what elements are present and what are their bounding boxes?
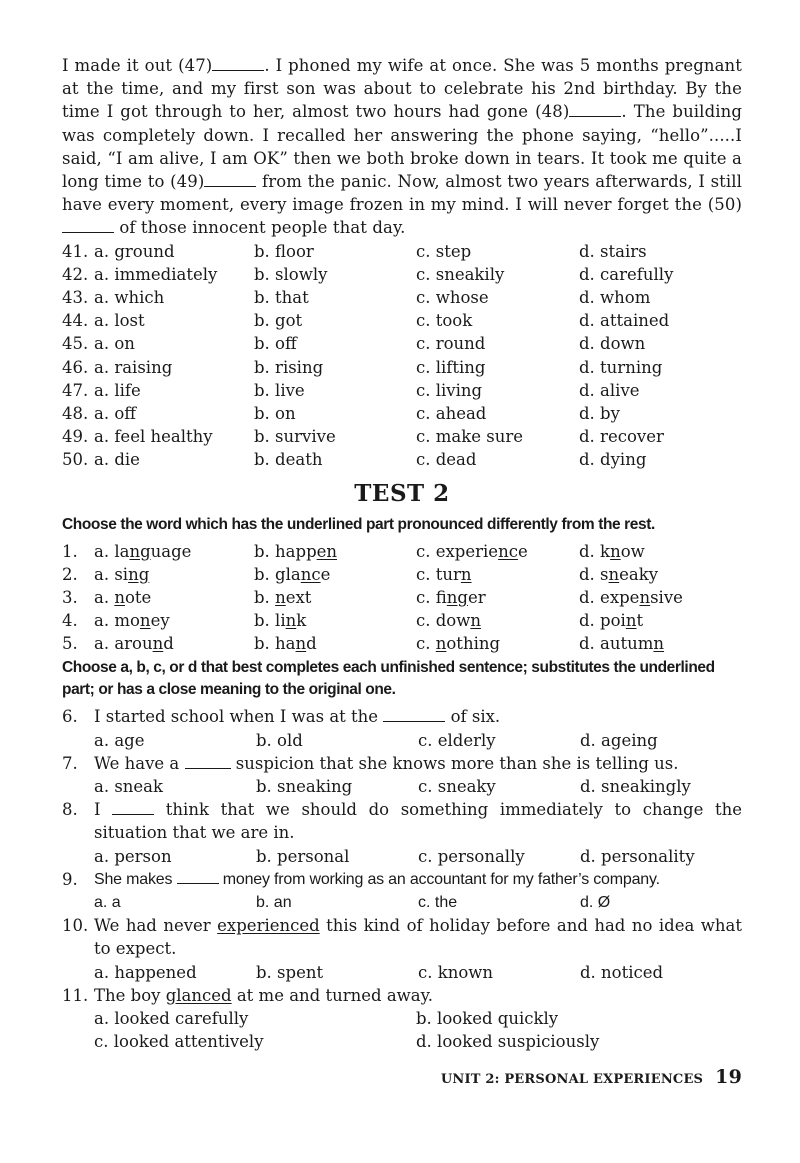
- underlined-part: n: [470, 611, 481, 631]
- underlined-part: glanced: [165, 985, 232, 1005]
- option-a: a. life: [94, 380, 141, 400]
- word-part: d. expe: [579, 587, 640, 607]
- option-b: b. personal: [256, 846, 350, 866]
- unit-label: UNIT 2: PERSONAL EXPERIENCES: [440, 1072, 704, 1087]
- pronunciation-row: [62, 632, 742, 655]
- question-text-part: I started school when I was at the: [94, 707, 384, 727]
- word-part: othing: [446, 634, 501, 654]
- question-text: [94, 868, 742, 891]
- question-number: 9.: [62, 869, 78, 889]
- word-part: ey: [150, 611, 170, 631]
- option-b: b. looked quickly: [416, 1009, 559, 1028]
- option-a: [94, 586, 254, 609]
- question-number: 7.: [62, 753, 78, 773]
- option-a: a. die: [94, 450, 140, 470]
- instruction-pronunciation: Choose the word which has the underlined part pronounced differently from the rest.: [62, 515, 655, 533]
- word-part: d. s: [579, 564, 609, 584]
- underlined-part: ng: [129, 541, 151, 561]
- option-c: [416, 563, 579, 586]
- page-footer: [441, 1066, 742, 1088]
- option-d: d. looked suspiciously: [416, 1032, 600, 1052]
- option-c: c. round: [416, 334, 486, 354]
- word-part: e: [320, 564, 331, 584]
- option-d: d. stairs: [579, 241, 647, 261]
- word-part: uage: [150, 541, 192, 561]
- question-text: [94, 798, 742, 844]
- word-part: a. la: [94, 541, 130, 561]
- question-text: [94, 914, 742, 960]
- option-b: b. death: [254, 450, 323, 470]
- options-row: [62, 1007, 742, 1030]
- option-d: d. attained: [579, 311, 670, 331]
- word-part: d: [306, 634, 317, 654]
- option-b: [254, 586, 416, 609]
- option-a: [94, 609, 254, 632]
- question-number: 5.: [62, 634, 78, 654]
- question-number: 42.: [62, 264, 89, 284]
- word-part: t: [636, 611, 644, 631]
- instruction-completion: Choose a, b, c, or d that best completes each unfinished sentence; substitutes the underlined part; or has a close meaning to the original one.: [62, 659, 715, 699]
- word-part: d: [163, 634, 174, 654]
- question-row: [62, 425, 742, 448]
- question-number: 41.: [62, 241, 89, 261]
- question-text: [94, 984, 742, 1007]
- question-text: [94, 752, 742, 775]
- option-a: a. immediately: [94, 264, 218, 284]
- word-part: k: [296, 611, 307, 631]
- word-part: d. k: [579, 541, 611, 561]
- option-c: c. personally: [418, 846, 525, 866]
- option-b: b. off: [254, 334, 297, 354]
- passage-text: . The building was completely down. I recalled her answering the phone saying, “hello”.....I said, “I am alive, I am OK” then we both broke down in tears. It took me quite a long time to (49): [62, 102, 742, 192]
- word-part: a.: [94, 587, 115, 607]
- option-d: d. sneakingly: [580, 777, 691, 797]
- passage-text: of those innocent people that day.: [114, 218, 406, 238]
- option-c: c. lifting: [416, 357, 486, 377]
- option-c: c. step: [416, 241, 472, 261]
- option-c: c. sneakily: [416, 264, 505, 284]
- word-part: c. dow: [416, 611, 471, 631]
- question-row: [62, 309, 742, 332]
- underlined-part: n: [608, 564, 620, 584]
- question-text-part: I: [94, 800, 113, 820]
- question-text-part: this kind of holiday before and had no idea what to expect.: [94, 916, 742, 959]
- answer-blank: [62, 218, 114, 233]
- options-row: [62, 775, 742, 798]
- passage-text: from the panic. Now, almost two years afterwards, I still have every moment, every image frozen in my mind. I will never forget the (50): [62, 172, 742, 215]
- option-c: c. make sure: [416, 427, 523, 447]
- option-d: d. ageing: [580, 730, 658, 750]
- question-number: 3.: [62, 587, 78, 607]
- question-row: [62, 263, 742, 286]
- word-part: a. arou: [94, 634, 153, 654]
- option-c: [416, 540, 579, 563]
- option-d: d. by: [579, 403, 620, 423]
- passage-text: . I phoned my wife at once. She was 5 months pregnant at the time, and my first son was about to celebrate his 2nd birthday. By the time I got through to her, almost two hours had gone (48): [62, 56, 743, 122]
- option-c: c. dead: [416, 450, 477, 470]
- question-number: 1.: [62, 541, 78, 561]
- question-number: 4.: [62, 611, 78, 631]
- word-part: d. autum: [579, 634, 654, 654]
- option-a: a. sneak: [94, 777, 164, 797]
- question-row: [62, 379, 742, 402]
- word-part: b. li: [254, 611, 286, 631]
- option-a: [94, 540, 254, 563]
- option-c: c. whose: [416, 288, 489, 307]
- question-number: 11.: [62, 985, 89, 1005]
- question-row: [62, 356, 742, 379]
- option-b: b. spent: [256, 962, 324, 982]
- option-b: [254, 563, 416, 586]
- pronunciation-questions: [62, 540, 742, 656]
- word-part: c.: [416, 634, 436, 654]
- word-part: d. poi: [579, 611, 626, 631]
- pronunciation-row: [62, 563, 742, 586]
- word-part: eaky: [619, 564, 659, 584]
- option-c: c. sneaky: [418, 777, 496, 797]
- underlined-part: n: [610, 541, 621, 561]
- option-b: b. survive: [254, 427, 336, 447]
- reading-passage: [62, 54, 742, 240]
- option-a: a. feel healthy: [94, 427, 213, 447]
- option-a: a. which: [94, 288, 165, 307]
- option-c: [416, 609, 579, 632]
- question-row: [62, 448, 742, 471]
- option-d: d. recover: [579, 427, 664, 447]
- question-q6: [62, 705, 742, 728]
- question-number: 10.: [62, 916, 89, 936]
- word-part: a. si: [94, 564, 129, 584]
- underlined-part: experienced: [217, 916, 320, 936]
- underlined-part: n: [639, 587, 651, 607]
- option-c: c. known: [418, 962, 494, 982]
- option-a: a. looked carefully: [94, 1009, 249, 1028]
- pronunciation-row: [62, 609, 742, 632]
- underlined-part: n: [114, 587, 125, 607]
- question-number: 43.: [62, 288, 89, 307]
- question-row: [62, 240, 742, 263]
- questions-41-50: [62, 240, 742, 472]
- options-row: [62, 845, 742, 868]
- answer-blank: [569, 102, 621, 117]
- question-row: [62, 332, 742, 355]
- question-text-part: at me and turned away.: [231, 985, 433, 1005]
- option-d: d. carefully: [579, 264, 674, 284]
- word-part: b. happ: [254, 541, 317, 561]
- option-b: b. that: [254, 288, 309, 307]
- underlined-part: n: [460, 564, 472, 584]
- options-row: [62, 729, 742, 752]
- option-b: b. slowly: [254, 264, 328, 284]
- underlined-part: n: [285, 611, 297, 631]
- question-number: 6.: [62, 707, 78, 727]
- option-a: a. a: [94, 894, 121, 912]
- options-row: [62, 1030, 742, 1053]
- question-text: [94, 705, 742, 728]
- option-c: [416, 632, 579, 655]
- question-q8: [62, 798, 742, 844]
- option-a: a. lost: [94, 311, 145, 331]
- option-a: [94, 632, 254, 655]
- word-part: ext: [285, 587, 312, 607]
- option-c: c. elderly: [418, 730, 496, 750]
- question-text-part: suspicion that she knows more than she is telling us.: [230, 753, 679, 773]
- option-d: [579, 609, 742, 632]
- underlined-part: n: [625, 611, 637, 631]
- question-text-part: She makes: [94, 870, 177, 888]
- question-row: [62, 402, 742, 425]
- word-part: b.: [254, 587, 276, 607]
- option-d: [579, 586, 742, 609]
- question-number: 47.: [62, 380, 89, 400]
- question-number: 45.: [62, 334, 89, 354]
- question-text-part: of six.: [445, 707, 501, 727]
- question-text-part: think that we should do something immediately to change the situation that we are in.: [94, 800, 743, 843]
- underlined-part: n: [295, 634, 307, 654]
- option-b: b. got: [254, 311, 303, 331]
- option-a: a. ground: [94, 241, 175, 261]
- word-part: c. fi: [416, 587, 447, 607]
- question-number: 8.: [62, 800, 78, 820]
- option-d: d. down: [579, 334, 646, 354]
- option-b: [254, 609, 416, 632]
- option-c: c. living: [416, 380, 483, 400]
- question-number: 46.: [62, 357, 89, 377]
- pronunciation-row: [62, 586, 742, 609]
- option-b: b. sneaking: [256, 777, 353, 797]
- option-d: d. noticed: [580, 962, 664, 982]
- option-c: c. ahead: [416, 403, 487, 423]
- word-part: er: [467, 587, 486, 607]
- underlined-part: n: [435, 634, 447, 654]
- word-part: ow: [620, 541, 645, 561]
- option-d: d. alive: [579, 380, 640, 400]
- question-q11: [62, 984, 742, 1007]
- word-part: b. ha: [254, 634, 296, 654]
- question-row: [62, 286, 742, 309]
- option-a: a. person: [94, 846, 172, 866]
- underlined-part: ng: [128, 564, 150, 584]
- option-b: b. old: [256, 730, 303, 750]
- answer-blank: [383, 707, 445, 722]
- word-part: e: [517, 541, 528, 561]
- option-d: d. whom: [579, 288, 651, 307]
- option-d: d. turning: [579, 357, 663, 377]
- answer-blank: [212, 56, 264, 71]
- underlined-part: n: [653, 634, 665, 654]
- page-content: [62, 54, 742, 1053]
- passage-text: I made it out (47): [62, 56, 213, 75]
- option-a: a. on: [94, 334, 135, 354]
- underlined-part: n: [139, 611, 151, 631]
- option-d: d. Ø: [580, 894, 611, 912]
- question-text-part: The boy: [94, 985, 166, 1005]
- option-b: b. an: [256, 894, 292, 912]
- option-c: c. took: [416, 311, 473, 331]
- word-part: ote: [124, 587, 152, 607]
- option-a: a. age: [94, 730, 145, 750]
- options-row: [62, 961, 742, 984]
- question-q10: [62, 914, 742, 960]
- option-b: b. rising: [254, 357, 324, 377]
- question-text-part: money from working as an accountant for my father’s company.: [218, 870, 660, 888]
- answer-blank: [177, 869, 219, 884]
- question-number: 49.: [62, 427, 89, 447]
- completion-questions: [62, 705, 742, 1053]
- option-b: [254, 632, 416, 655]
- question-number: 44.: [62, 311, 89, 331]
- option-c: [416, 586, 579, 609]
- option-b: [254, 540, 416, 563]
- option-d: [579, 540, 742, 563]
- answer-blank: [185, 754, 231, 769]
- option-a: a. raising: [94, 357, 173, 377]
- word-part: b. gla: [254, 564, 301, 584]
- underlined-part: n: [275, 587, 286, 607]
- option-b: b. live: [254, 380, 305, 400]
- option-d: [579, 632, 742, 655]
- option-b: b. floor: [254, 241, 314, 261]
- pronunciation-row: [62, 540, 742, 563]
- underlined-part: en: [316, 541, 338, 561]
- underlined-part: ng: [446, 587, 468, 607]
- option-d: d. dying: [579, 450, 647, 470]
- options-row: [62, 891, 742, 914]
- question-number: 50.: [62, 450, 89, 470]
- option-c: c. looked attentively: [94, 1032, 264, 1052]
- underlined-part: nc: [498, 541, 518, 561]
- option-a: a. happened: [94, 962, 197, 982]
- underlined-part: n: [152, 634, 164, 654]
- question-number: 48.: [62, 403, 89, 423]
- option-a: a. off: [94, 403, 136, 423]
- underlined-part: nc: [300, 564, 321, 584]
- page-number: 19: [715, 1066, 742, 1088]
- question-q7: [62, 752, 742, 775]
- word-part: c. experie: [416, 541, 499, 561]
- option-a: [94, 563, 254, 586]
- answer-blank: [204, 172, 256, 187]
- test-title: TEST 2: [354, 479, 450, 507]
- word-part: a. mo: [94, 611, 140, 631]
- question-number: 2.: [62, 564, 78, 584]
- question-text-part: We have a: [94, 753, 185, 773]
- answer-blank: [112, 800, 154, 815]
- option-d: d. personality: [580, 846, 695, 866]
- option-d: [579, 563, 742, 586]
- word-part: sive: [650, 587, 683, 607]
- option-c: c. the: [418, 894, 458, 912]
- question-text-part: We had never: [94, 916, 218, 936]
- word-part: c. tur: [416, 564, 461, 584]
- option-b: b. on: [254, 403, 296, 423]
- question-q9: [62, 868, 742, 891]
